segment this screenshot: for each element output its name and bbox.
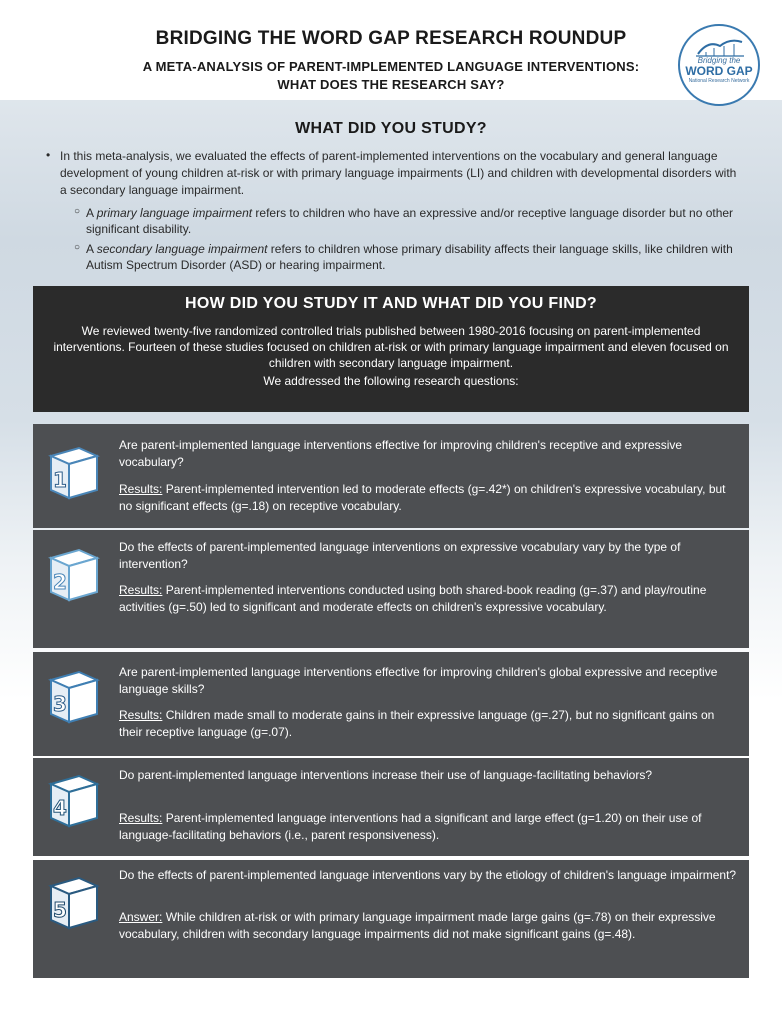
- bridge-bird-icon: [694, 36, 746, 58]
- subtitle-line-1: A META-ANALYSIS OF PARENT-IMPLEMENTED LANGUAGE INTERVENTIONS:: [142, 59, 640, 74]
- logo-line-1: Bridging the: [697, 56, 741, 65]
- logo-line-2: WORD GAP: [685, 64, 753, 78]
- bullet-dot-icon: •: [46, 148, 51, 162]
- result-text: Parent-implemented language interventions had a significant and large effect (g=1.20) on their use of language-facilitating behaviors (i.e., parent responsiveness).: [119, 811, 702, 842]
- result-label: Results:: [119, 482, 163, 496]
- question-text: Do the effects of parent-implemented language interventions on expressive vocabulary vary by the type of intervention?: [119, 540, 681, 571]
- method-box: [33, 286, 749, 412]
- cube-number: 2: [53, 570, 67, 594]
- cube-number: 3: [53, 692, 67, 716]
- sub2-rest: refers to children whose primary disability affects their language skills, like children with Autism Spectrum Disorder (ASD) or hearing impairment.: [86, 242, 733, 272]
- sub-bullet-primary: [86, 205, 736, 237]
- question-text: Do parent-implemented language interventions increase their use of language-facilitating behaviors?: [119, 768, 652, 782]
- question-box-3: [33, 652, 749, 756]
- page-title: BRIDGING THE WORD GAP RESEARCH ROUNDUP: [155, 28, 627, 49]
- question-box-5: [33, 860, 749, 978]
- question-result: [119, 707, 741, 741]
- question-text: Are parent-implemented language interventions effective for improving children's receptive and expressive vocabulary?: [119, 438, 683, 469]
- sub2-term: secondary language impairment: [96, 242, 268, 256]
- cube-number-3-icon: [45, 662, 103, 728]
- subtitle-line-2: WHAT DOES THE RESEARCH SAY?: [277, 77, 505, 92]
- cube-number: 4: [53, 796, 67, 820]
- sub1-rest: refers to children who have an expressive and/or receptive language disorder but no other significant disability.: [86, 206, 734, 236]
- result-label: Results:: [119, 583, 163, 597]
- cube-number-1-icon: [45, 438, 103, 504]
- logo-line-3: National Research Network: [688, 78, 750, 84]
- header: [0, 0, 782, 100]
- sub-bullet-circle-icon: ○: [74, 206, 81, 217]
- method-heading: HOW DID YOU STUDY IT AND WHAT DID YOU FIND?: [184, 295, 597, 312]
- word-gap-logo: [678, 24, 760, 106]
- cube-number: 5: [53, 898, 67, 922]
- method-text-2: We addressed the following research questions:: [263, 374, 519, 388]
- question-box-1: [33, 424, 749, 528]
- question-result: [119, 481, 741, 515]
- question-result: [119, 909, 741, 943]
- result-text: Children made small to moderate gains in their expressive language (g=.27), but no significant gains on their receptive language (g=.07).: [119, 708, 715, 739]
- cube-number: 1: [53, 468, 67, 492]
- result-text: While children at-risk or with primary language impairment made large gains (g=.78) on their expressive vocabulary, children with secondary language impairments did not make significant gains (g=.48).: [119, 910, 716, 941]
- sub-bullet-secondary: [86, 241, 736, 273]
- cube-number-5-icon: [45, 868, 103, 934]
- method-text: We reviewed twenty-five randomized controlled trials published between 1980-2016 focusing on parent-implemented interventions. Fourteen of these studies focused on children at-risk or with primary language impairment and eleven focused on children with secondary language impairment.: [53, 324, 729, 370]
- page-subtitle: [70, 58, 712, 94]
- sub2-prefix: A: [86, 242, 97, 256]
- question-box-2: [33, 530, 749, 648]
- result-text: Parent-implemented intervention led to moderate effects (g=.42*) on children's expressive vocabulary, but no significant effects (g=.18) on receptive vocabulary.: [119, 482, 726, 513]
- question-text: Are parent-implemented language interventions effective for improving children's global expressive and receptive language skills?: [119, 665, 718, 696]
- cube-number-2-icon: [45, 540, 103, 606]
- result-label: Results:: [119, 811, 163, 825]
- question-box-4: [33, 758, 749, 856]
- question-text: Do the effects of parent-implemented language interventions vary by the etiology of children's language impairment?: [119, 868, 737, 882]
- sub-bullet-circle-icon: ○: [74, 242, 81, 253]
- result-label: Answer:: [119, 910, 163, 924]
- study-bullet: In this meta-analysis, we evaluated the effects of parent-implemented interventions on the vocabulary and general language development of young children at-risk or with primary language impairments (LI) and children with developmental disorders with a secondary language impairment.: [60, 149, 737, 197]
- question-result: [119, 810, 741, 844]
- study-heading: WHAT DID YOU STUDY?: [295, 120, 487, 137]
- cube-number-4-icon: [45, 766, 103, 832]
- result-label: Results:: [119, 708, 163, 722]
- sub1-prefix: A: [86, 206, 97, 220]
- result-text: Parent-implemented interventions conducted using both shared-book reading (g=.37) and play/routine activities (g=.50) led to significant and moderate effects on children's expressive vocabulary.: [119, 583, 707, 614]
- sub1-term: primary language impairment: [96, 206, 253, 220]
- question-result: [119, 582, 741, 616]
